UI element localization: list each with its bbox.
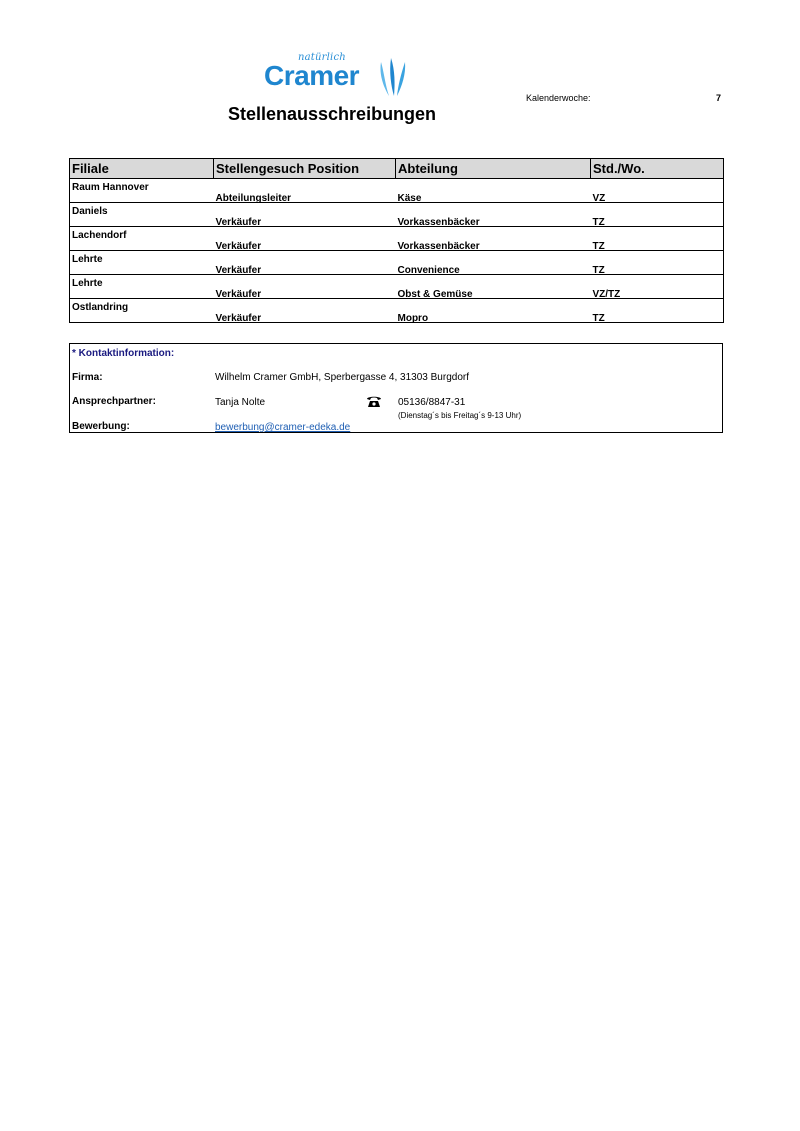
bewerbung-email-link[interactable]: bewerbung@cramer-edeka.de [215, 422, 351, 433]
phone-number: 05136/8847-31 [398, 397, 466, 408]
cell-abteilung: Käse [397, 193, 422, 204]
cell-position: Verkäufer [215, 241, 262, 252]
column-header-abteilung: Abteilung [396, 159, 591, 179]
cell-abteilung: Convenience [397, 265, 460, 276]
cell-hours: TZ [592, 217, 605, 228]
cell-position: Verkäufer [215, 313, 262, 324]
job-listings-table [69, 158, 724, 323]
column-header-hours: Std./Wo. [591, 159, 724, 179]
cell-filiale: Lehrte [72, 254, 103, 265]
logo-tagline: natürlich [298, 52, 346, 63]
contact-info-box [69, 343, 723, 433]
cell-position: Verkäufer [215, 217, 262, 228]
cell-hours: TZ [592, 313, 605, 324]
cell-filiale: Ostlandring [72, 302, 129, 313]
table-row [70, 227, 724, 251]
calendar-week-label: Kalenderwoche: [526, 93, 591, 103]
cell-position: Verkäufer [215, 289, 262, 300]
cell-abteilung: Vorkassenbäcker [397, 241, 480, 252]
page-title: Stellenausschreibungen [228, 104, 437, 124]
cell-abteilung: Obst & Gemüse [397, 289, 473, 300]
cell-hours: VZ/TZ [592, 289, 621, 300]
cell-filiale: Lehrte [72, 278, 103, 289]
ansprechpartner-label: Ansprechpartner: [72, 396, 156, 407]
cell-hours: VZ [592, 193, 606, 204]
table-header-row [70, 159, 724, 179]
cell-position: Verkäufer [215, 265, 262, 276]
ansprechpartner-value: Tanja Nolte [215, 397, 266, 408]
table-row [70, 179, 724, 203]
column-header-position: Stellengesuch Position [214, 159, 396, 179]
cell-filiale: Daniels [72, 206, 108, 217]
firma-value: Wilhelm Cramer GmbH, Sperbergasse 4, 31303 Burgdorf [215, 372, 469, 383]
table-row [70, 299, 724, 323]
table-row [70, 203, 724, 227]
cell-position: Abteilungsleiter [215, 193, 292, 204]
telephone-icon [366, 394, 382, 408]
cell-abteilung: Vorkassenbäcker [397, 217, 480, 228]
table-row [70, 251, 724, 275]
column-header-filiale: Filiale [70, 159, 214, 179]
bewerbung-label: Bewerbung: [72, 421, 130, 432]
cramer-logo [262, 52, 412, 102]
phone-hours: (Dienstag´s bis Freitag´s 9-13 Uhr) [398, 411, 522, 420]
firma-label: Firma: [72, 372, 103, 383]
cell-hours: TZ [592, 265, 605, 276]
water-drops-icon [375, 56, 409, 98]
cell-abteilung: Mopro [397, 313, 429, 324]
cell-hours: TZ [592, 241, 605, 252]
contact-heading: * Kontaktinformation: [72, 348, 175, 359]
calendar-week-value: 7 [716, 93, 722, 103]
logo-wordmark: Cramer [264, 60, 360, 91]
cell-filiale: Lachendorf [72, 230, 127, 241]
cell-filiale: Raum Hannover [72, 182, 149, 193]
table-row [70, 275, 724, 299]
